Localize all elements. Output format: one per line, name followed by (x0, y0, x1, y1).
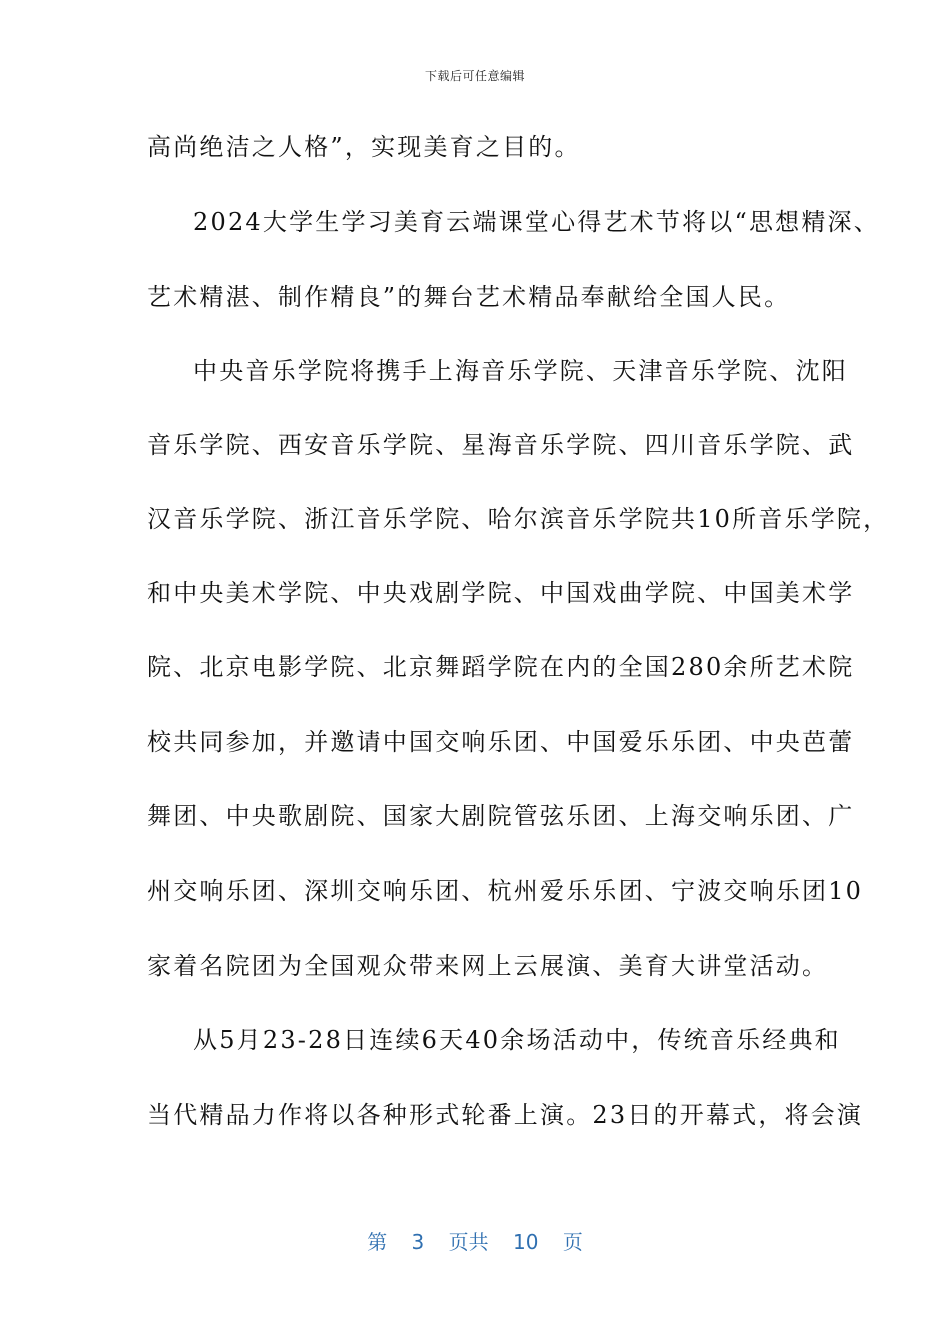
header-note: 下载后可任意编辑 (424, 69, 525, 83)
footer-total-pages: 10 (513, 1230, 539, 1254)
text-line: 校共同参加，并邀请中国交响乐团、中国爱乐乐团、中央芭蕾 (147, 728, 855, 756)
text-line: 院、北京电影学院、北京舞蹈学院在内的全国280余所艺术院 (147, 653, 855, 681)
footer-prefix: 第 (367, 1230, 388, 1254)
footer-current-page: 3 (411, 1230, 425, 1254)
footer-middle: 页共 (448, 1230, 489, 1254)
page-footer (0, 1226, 950, 1255)
text-line: 汉音乐学院、浙江音乐学院、哈尔滨音乐学院共10所音乐学院， (147, 505, 890, 533)
text-line: 舞团、中央歌剧院、国家大剧院管弦乐团、上海交响乐团、广 (147, 802, 855, 830)
text-line: 家着名院团为全国观众带来网上云展演、美育大讲堂活动。 (147, 952, 829, 980)
paragraph-first-line: 中央音乐学院将携手上海音乐学院、天津音乐学院、沈阳 (193, 357, 848, 385)
text-line: 州交响乐团、深圳交响乐团、杭州爱乐乐团、宁波交响乐团10 (147, 877, 864, 905)
footer-suffix: 页 (562, 1230, 583, 1254)
text-line: 高尚绝洁之人格”，实现美育之目的。 (147, 133, 581, 161)
text-line: 艺术精湛、制作精良”的舞台艺术精品奉献给全国人民。 (147, 283, 791, 311)
text-line: 音乐学院、西安音乐学院、星海音乐学院、四川音乐学院、武 (147, 431, 855, 459)
text-line: 和中央美术学院、中央戏剧学院、中国戏曲学院、中国美术学 (147, 579, 855, 607)
text-line: 当代精品力作将以各种形式轮番上演。23日的开幕式，将会演 (147, 1101, 864, 1129)
paragraph-first-line: 2024大学生学习美育云端课堂心得艺术节将以“思想精深、 (193, 208, 880, 236)
paragraph-first-line: 从5月23-28日连续6天40余场活动中，传统音乐经典和 (193, 1026, 841, 1054)
